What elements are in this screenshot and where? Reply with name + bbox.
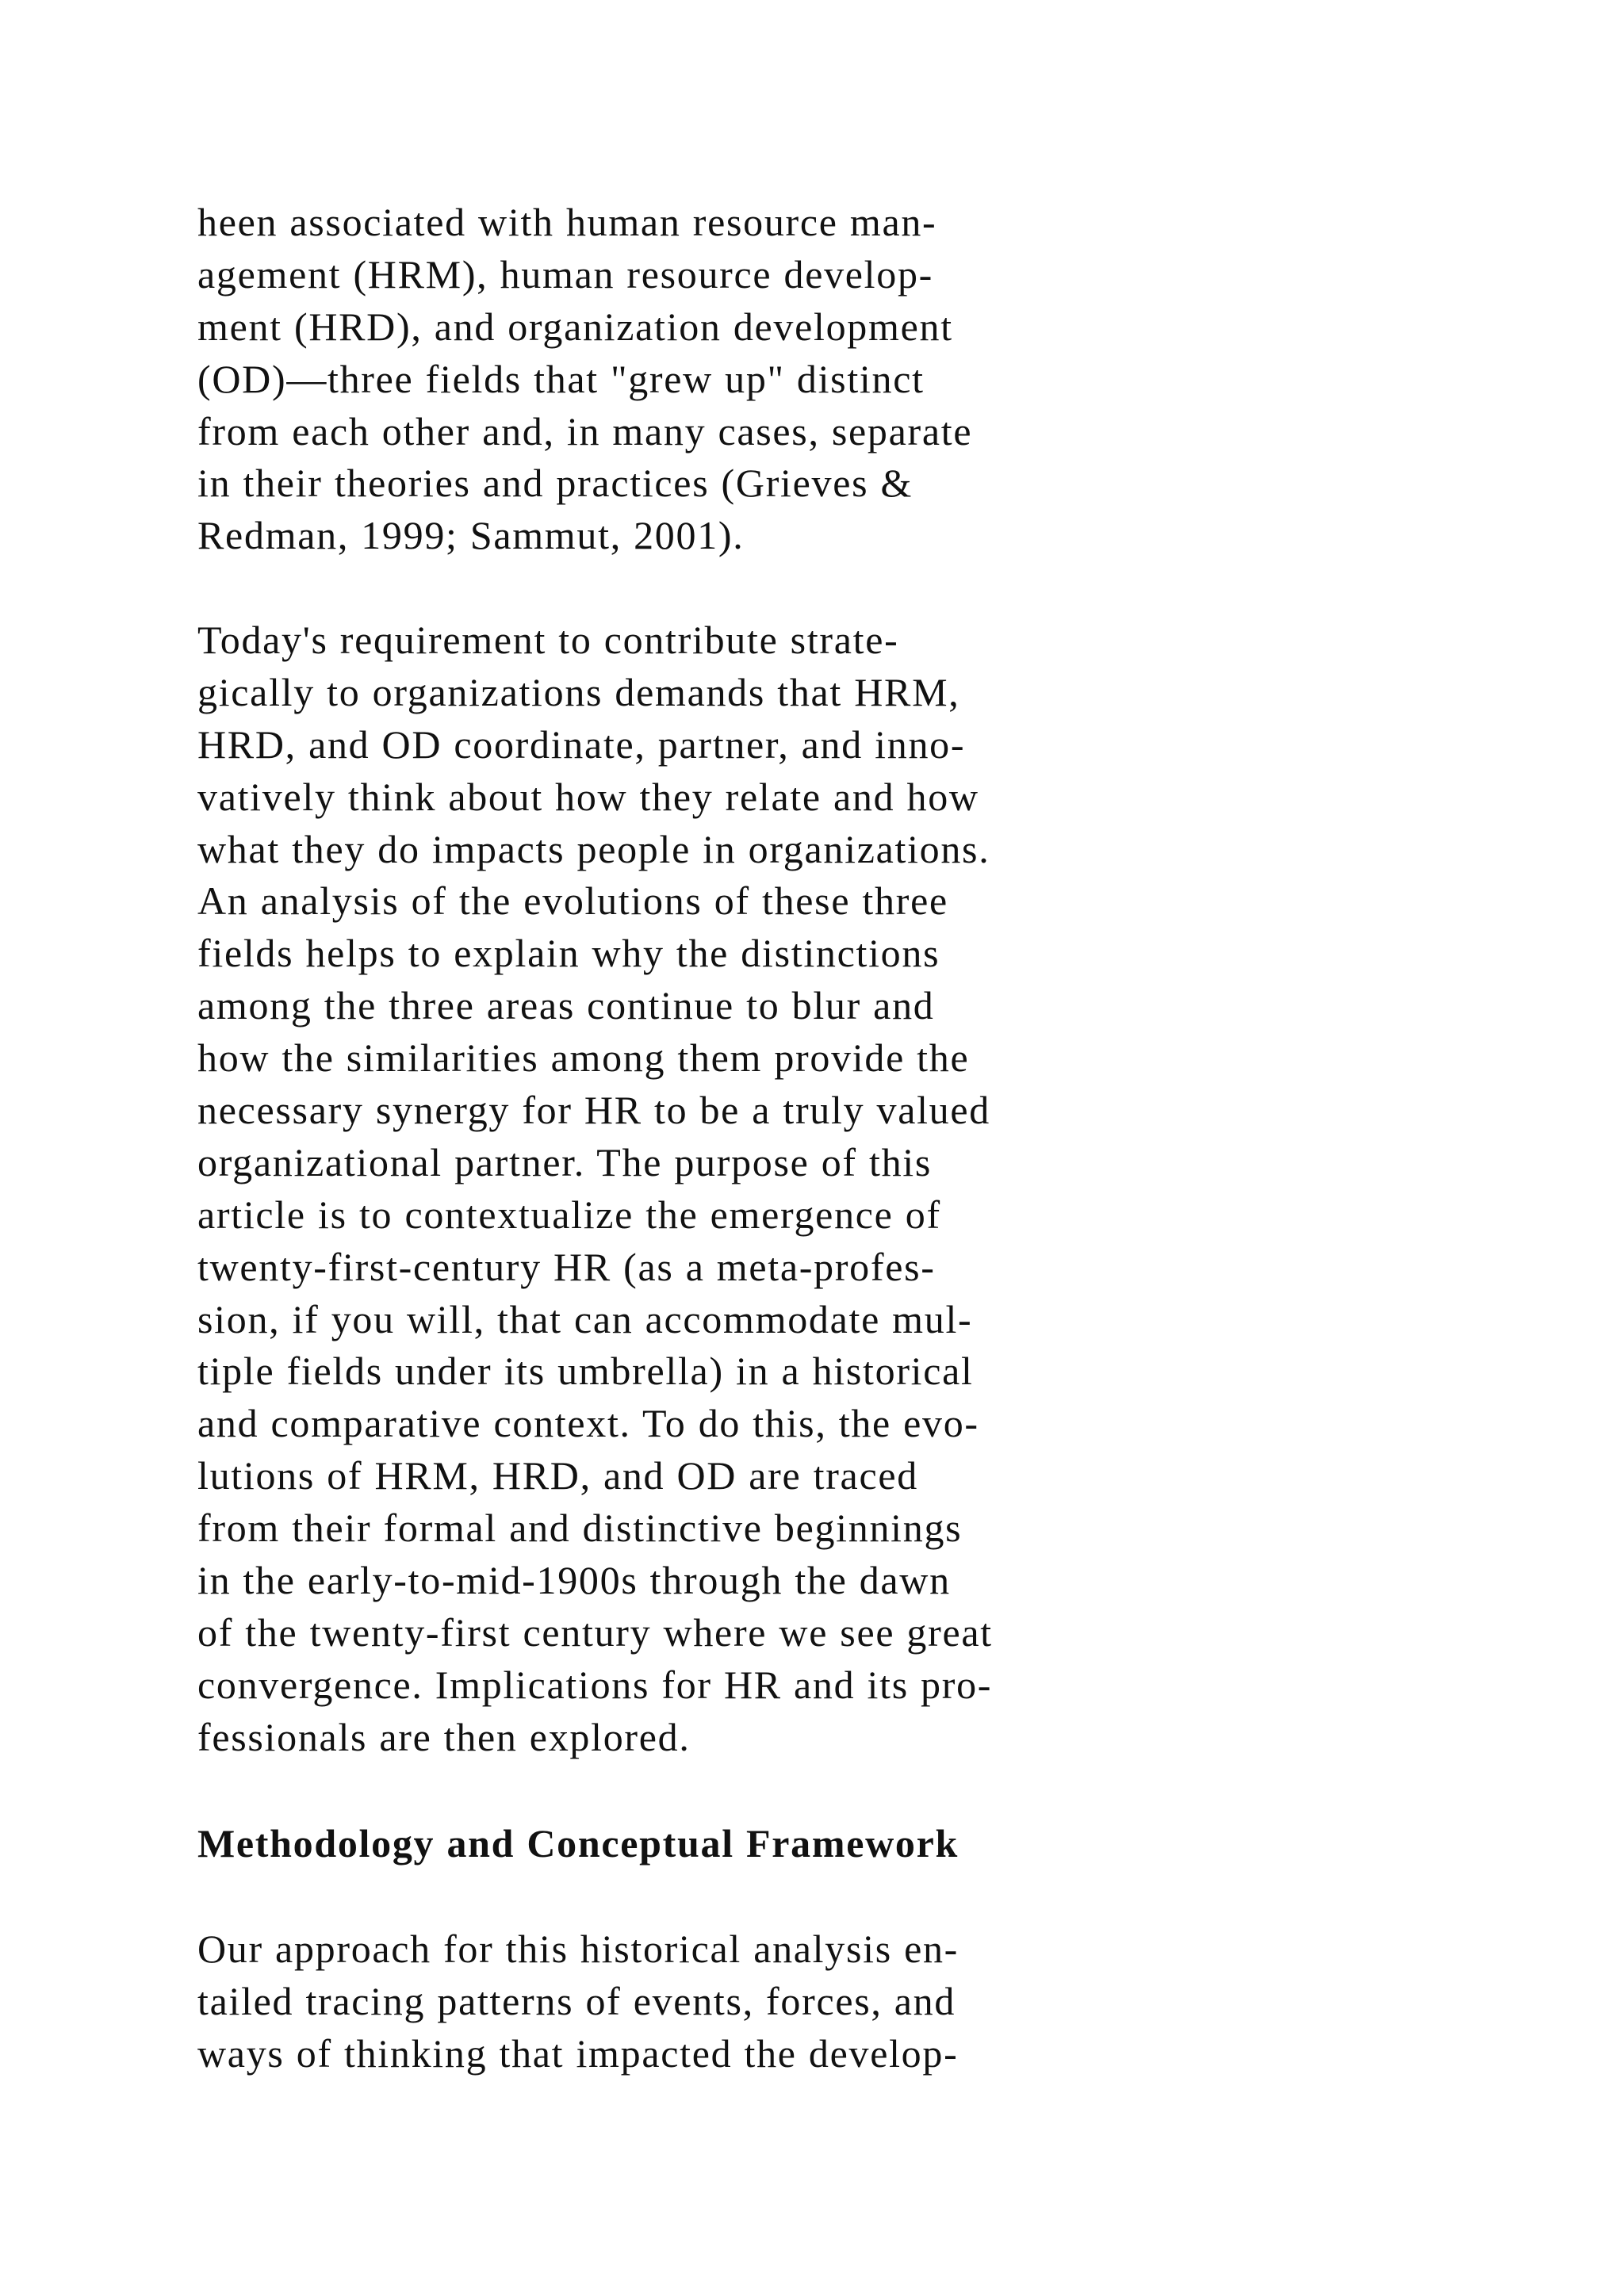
- text-line: what they do impacts people in organizations.: [197, 826, 990, 871]
- text-line: vatively think about how they relate and how: [197, 774, 979, 819]
- paragraph-purpose: [197, 614, 993, 1764]
- text-line: among the three areas continue to blur and: [197, 983, 935, 1028]
- text-line: and comparative context. To do this, the evo-: [197, 1401, 979, 1446]
- text-line: sion, if you will, that can accommodate mul-: [197, 1296, 973, 1341]
- text-line: necessary synergy for HR to be a truly valued: [197, 1088, 990, 1133]
- text-line: ment (HRD), and organization development: [197, 304, 953, 349]
- text-line: gically to organizations demands that HRM,: [197, 669, 960, 714]
- text-line: tailed tracing patterns of events, forces, and: [197, 1978, 956, 2023]
- text-line: lutions of HRM, HRD, and OD are traced: [197, 1453, 918, 1498]
- text-line: fields helps to explain why the distinctions: [197, 931, 940, 976]
- heading-text: Methodology and Conceptual Framework: [197, 1821, 959, 1866]
- text-line: in the early-to-mid-1900s through the dawn: [197, 1558, 951, 1603]
- text-line: An analysis of the evolutions of these three: [197, 878, 948, 924]
- section-heading: [197, 1818, 959, 1870]
- paragraph-approach: [197, 1923, 959, 2080]
- text-line: convergence. Implications for HR and its pro-: [197, 1662, 993, 1707]
- text-line: Redman, 1999; Sammut, 2001).: [197, 513, 745, 558]
- text-line: from each other and, in many cases, separate: [197, 408, 973, 453]
- text-line: agement (HRM), human resource develop-: [197, 251, 934, 297]
- text-line: heen associated with human resource man-: [197, 200, 937, 244]
- text-line: from their formal and distinctive beginnings: [197, 1506, 963, 1551]
- text-line: (OD)—three fields that "grew up" distinct: [197, 356, 925, 401]
- text-line: Our approach for this historical analysis en-: [197, 1927, 959, 1971]
- text-line: of the twenty-first century where we see great: [197, 1609, 993, 1655]
- text-line: HRD, and OD coordinate, partner, and inno-: [197, 721, 966, 767]
- text-line: Today's requirement to contribute strate-: [197, 618, 899, 662]
- text-line: organizational partner. The purpose of this: [197, 1139, 933, 1184]
- text-line: ways of thinking that impacted the develop-: [197, 2030, 959, 2076]
- text-line: how the similarities among them provide the: [197, 1035, 970, 1081]
- text-line: twenty-first-century HR (as a meta-profes-: [197, 1244, 936, 1289]
- text-line: in their theories and practices (Grieves &: [197, 461, 914, 506]
- text-line: tiple fields under its umbrella) in a historical: [197, 1349, 974, 1394]
- paragraph-intro: [197, 197, 972, 562]
- text-line: fessionals are then explored.: [197, 1714, 691, 1759]
- text-line: article is to contextualize the emergence of: [197, 1192, 941, 1237]
